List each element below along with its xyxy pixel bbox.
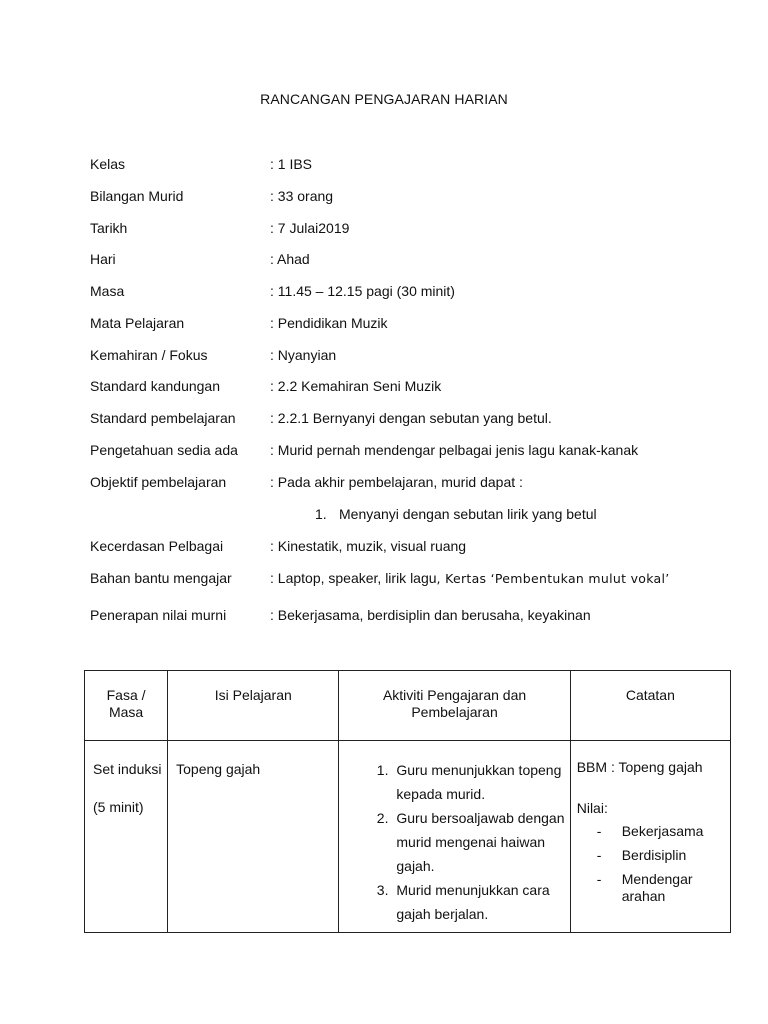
info-value xyxy=(270,537,466,555)
activity-item: 3. Murid menunjukkan cara gajah berjalan. xyxy=(392,878,568,926)
info-value xyxy=(270,346,336,364)
cell-notes xyxy=(570,741,730,933)
info-label: Bahan bantu mengajar xyxy=(90,570,232,586)
phase-name: Set induksi xyxy=(93,761,162,777)
header-isi-text: Isi Pelajaran xyxy=(214,687,292,703)
info-value xyxy=(270,314,388,332)
info-value-text: : 11.45 – 12.15 pagi (30 minit) xyxy=(270,283,455,299)
info-label: Hari xyxy=(90,251,116,267)
info-label: Penerapan nilai murni xyxy=(90,607,227,623)
info-label: Bilangan Murid xyxy=(90,188,184,204)
table-header-row xyxy=(85,671,731,741)
info-value-text: : Ahad xyxy=(270,251,310,267)
info-value-text: : 1 IBS xyxy=(270,156,313,172)
nilai-item: - Bekerjasama xyxy=(577,823,729,840)
info-label: Standard pembelajaran xyxy=(90,410,236,426)
header-fasa-line2: Masa xyxy=(108,704,144,720)
info-value xyxy=(270,250,310,268)
info-value-extra: , Kertas ‘Pembentukan mulut vokal’ xyxy=(436,571,670,586)
header-aktiviti xyxy=(339,671,570,741)
cell-content xyxy=(168,741,339,933)
info-label: Kemahiran / Fokus xyxy=(90,347,208,363)
table-row xyxy=(85,741,731,933)
cell-phase xyxy=(85,741,168,933)
document-title: RANCANGAN PENGAJARAN HARIAN xyxy=(260,91,508,107)
header-catatan xyxy=(570,671,730,741)
lesson-table xyxy=(84,670,731,933)
info-value xyxy=(270,441,638,459)
info-value-text: : Bekerjasama, berdisiplin dan berusaha, keyakinan xyxy=(270,607,591,623)
info-label: Masa xyxy=(90,283,125,299)
bbm-text: BBM : Topeng gajah xyxy=(576,759,703,775)
info-label: Standard kandungan xyxy=(90,378,220,394)
cell-activities xyxy=(339,741,570,933)
info-value xyxy=(270,606,591,624)
nilai-label: Nilai: xyxy=(576,800,608,816)
activity-item: 2. Guru bersoaljawab dengan murid mengenai haiwan gajah. xyxy=(392,806,568,878)
nilai-item: - Mendengar arahan xyxy=(577,871,729,905)
info-value-text: : Pendidikan Muzik xyxy=(270,315,388,331)
activity-list xyxy=(340,742,568,926)
nilai-item: - Berdisiplin xyxy=(577,847,729,864)
info-value xyxy=(270,187,333,205)
info-value xyxy=(270,377,441,395)
info-label: Mata Pelajaran xyxy=(90,315,185,331)
header-aktiviti-line1: Aktiviti Pengajaran dan xyxy=(382,687,527,703)
info-label: Kelas xyxy=(90,156,126,172)
info-value-text: : 7 Julai2019 xyxy=(270,220,350,236)
header-fasa xyxy=(85,671,168,741)
info-value xyxy=(270,569,670,588)
info-label: Pengetahuan sedia ada xyxy=(90,442,238,458)
header-catatan-text: Catatan xyxy=(625,687,675,703)
info-value-text: : Murid pernah mendengar pelbagai jenis lagu kanak-kanak xyxy=(270,442,639,458)
phase-duration: (5 minit) xyxy=(93,799,144,815)
info-value xyxy=(270,155,312,173)
header-aktiviti-line2: Pembelajaran xyxy=(411,704,498,720)
info-value-text: : Nyanyian xyxy=(270,347,337,363)
info-label: Objektif pembelajaran xyxy=(90,474,227,490)
info-value-text: : Pada akhir pembelajaran, murid dapat : xyxy=(270,474,523,490)
info-label: Tarikh xyxy=(90,220,128,236)
info-value-text: : Laptop, speaker, lirik lagu xyxy=(270,570,437,586)
content-text: Topeng gajah xyxy=(176,761,261,777)
nilai-list xyxy=(577,823,729,905)
objective-text: Menyanyi dengan sebutan lirik yang betul xyxy=(339,506,597,522)
info-value xyxy=(270,409,552,427)
header-fasa-line1: Fasa / xyxy=(106,687,146,703)
info-value xyxy=(270,219,349,237)
info-value-text: : 33 orang xyxy=(270,188,334,204)
header-isi xyxy=(168,671,339,741)
info-label: Kecerdasan Pelbagai xyxy=(90,538,224,554)
info-value xyxy=(270,473,523,491)
activity-item: 1. Guru menunjukkan topeng kepada murid. xyxy=(392,758,568,806)
info-value-text: : 2.2 Kemahiran Seni Muzik xyxy=(270,378,442,394)
info-value-text: : 2.2.1 Bernyanyi dengan sebutan yang betul. xyxy=(270,410,552,426)
info-value xyxy=(270,282,455,300)
info-value-text: : Kinestatik, muzik, visual ruang xyxy=(270,538,467,554)
objective-number: 1. xyxy=(315,506,327,522)
objective-item xyxy=(315,505,597,523)
